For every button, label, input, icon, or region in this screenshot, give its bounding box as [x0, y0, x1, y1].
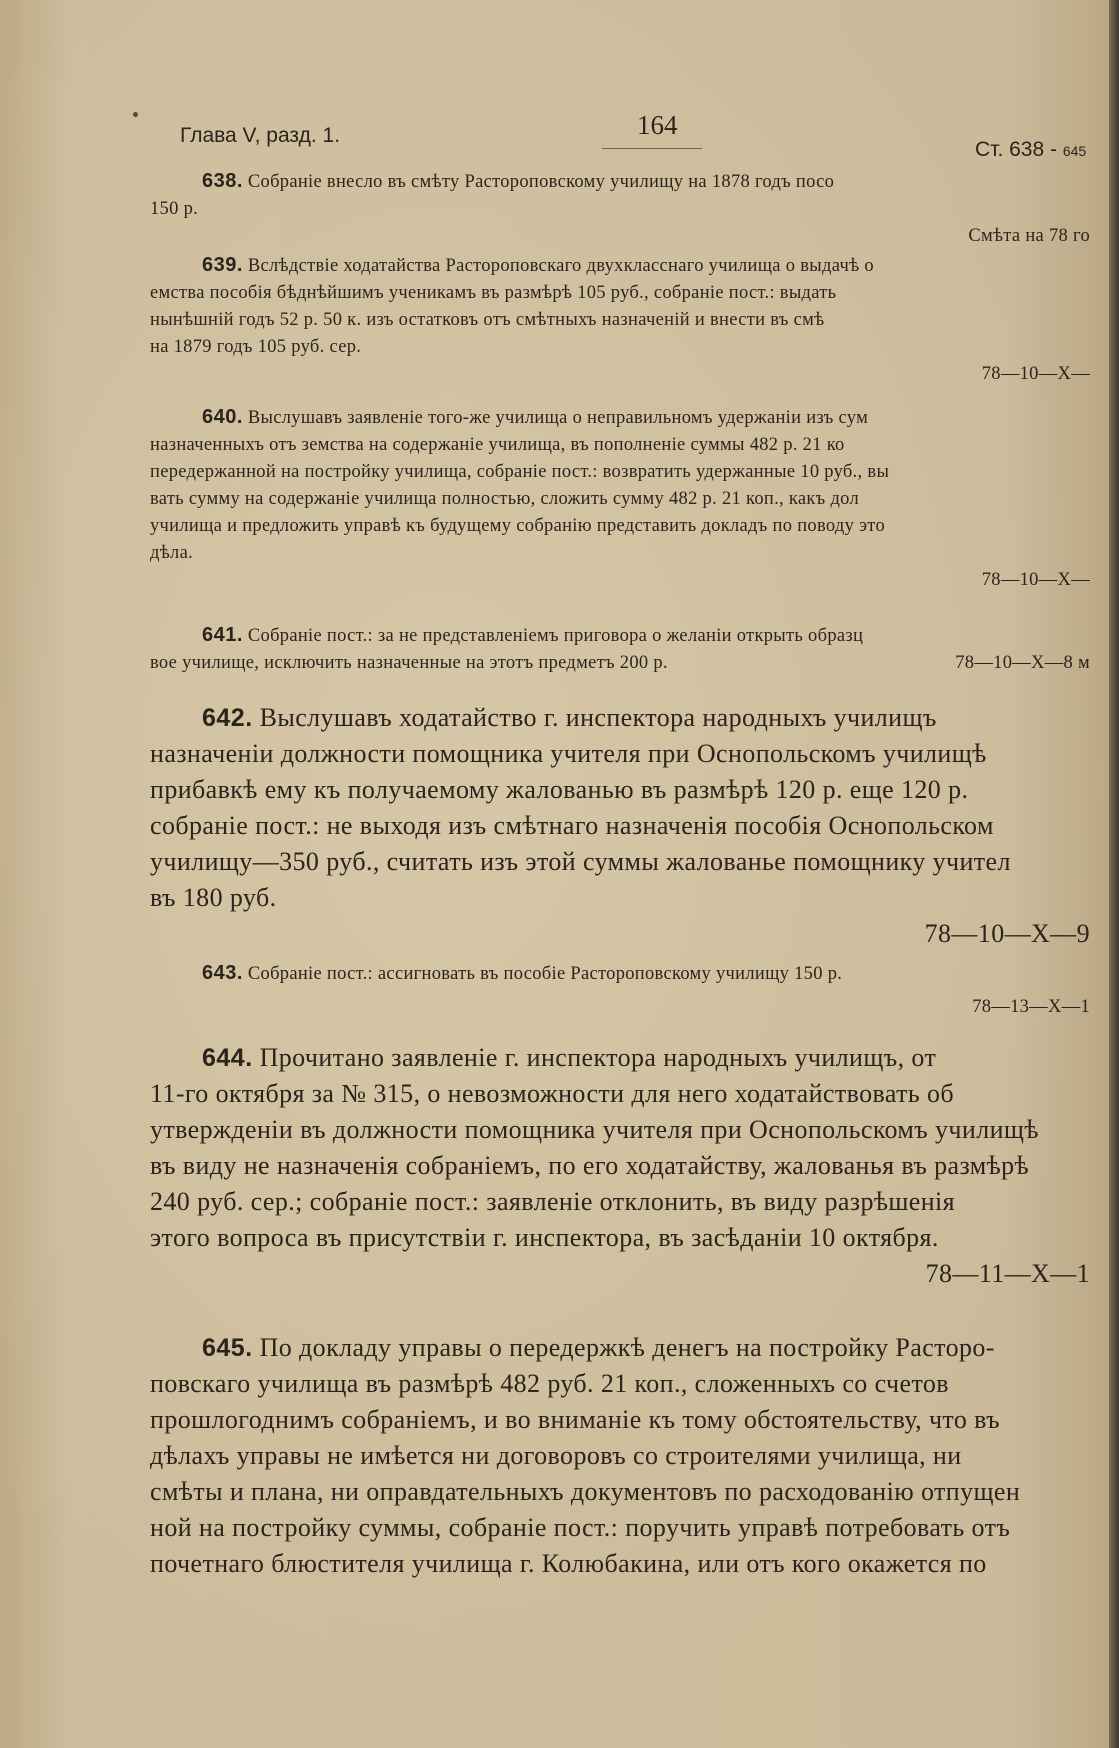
article-line: училищу—350 руб., считать изъ этой суммы жалованье помощнику учител [150, 847, 1011, 876]
article-line: смѣты и плана, ни оправдательныхъ документовъ по расходованію отпущен [150, 1477, 1021, 1506]
page-number: 164 [637, 110, 678, 140]
article-number: 642. [202, 704, 253, 732]
article-line: 150 р. [150, 199, 199, 219]
article-line: училища и предложить управѣ къ будущему собранію представить докладъ по поводу это [150, 516, 885, 536]
article-line: емства пособія бѣднѣйшимъ ученикамъ въ размѣрѣ 105 руб., собраніе пост.: выдать [150, 283, 837, 303]
article-line: этого вопроса въ присутствіи г. инспектора, въ засѣданіи 10 октября. [150, 1223, 939, 1252]
page-edge-shadow [1109, 0, 1119, 1748]
article-number: 641. [202, 624, 243, 646]
article-reference: 78—10—Х—9 [924, 919, 1090, 948]
article-text: Прочитано заявленіе г. инспектора народныхъ училищъ, от [259, 1043, 937, 1072]
article-text: Выслушавъ ходатайство г. инспектора народныхъ училищъ [259, 703, 937, 732]
article-line [150, 1040, 1090, 1076]
article-line: 240 руб. сер.; собраніе пост.: заявленіе отклонить, въ виду разрѣшенія [150, 1187, 956, 1216]
article-number: 644. [202, 1044, 253, 1072]
article-line: въ виду не назначенія собраніемъ, по его ходатайству, жалованья въ размѣрѣ [150, 1151, 1030, 1180]
article-text: Собраніе пост.: ассигновать въ пособіе Растороповскому училищу 150 р. [247, 964, 843, 984]
article-reference: 78—10—Х— [981, 364, 1090, 384]
article-line: въ 180 руб. [150, 883, 277, 912]
article-line [150, 1330, 1090, 1366]
article-643 [150, 960, 1090, 1021]
article-number: 638. [202, 170, 243, 192]
article-text: По докладу управы о передержкѣ денегъ на постройку Расторо- [259, 1333, 995, 1362]
article-line: собраніе пост.: не выходя изъ смѣтнаго назначенія пособія Оснопольском [150, 811, 994, 840]
article-line [150, 168, 1090, 196]
article-line [150, 960, 1090, 988]
article-line: ной на постройку суммы, собраніе пост.: поручить управѣ потребовать отъ [150, 1513, 1011, 1542]
article-line: передержанной на постройку училища, собраніе пост.: возвратить удержанные 10 руб., вы [150, 462, 890, 482]
article-reference: 78—11—Х—1 [925, 1259, 1090, 1288]
article-line [150, 622, 1090, 650]
article-line: назначеніи должности помощника учителя при Оснопольскомъ училищѣ [150, 739, 987, 768]
article-644 [150, 1040, 1090, 1292]
article-line: дѣла. [150, 543, 194, 563]
article-639 [150, 252, 1090, 388]
article-line [150, 404, 1090, 432]
article-645 [150, 1330, 1090, 1582]
article-range [975, 138, 1086, 162]
article-text: Вслѣдствіе ходатайства Растороповскаго двухкласснаго училища о выдачѣ о [247, 256, 874, 276]
ink-dot [133, 112, 138, 117]
article-reference: 78—13—Х—1 [972, 997, 1090, 1017]
article-line [150, 252, 1090, 280]
article-reference: 78—10—Х—8 м [955, 653, 1090, 673]
article-text: Собраніе пост.: за не представленіемъ приговора о желаніи открыть образц [247, 626, 864, 646]
article-line [150, 700, 1090, 736]
article-line: вать сумму на содержаніе училища полностью, сложить сумму 482 р. 21 коп., какъ дол [150, 489, 860, 509]
article-text: вое училище, исключить назначенные на этотъ предметъ 200 р. [150, 653, 668, 673]
article-number: 645. [202, 1334, 253, 1362]
article-reference: Смѣта на 78 го [968, 226, 1090, 246]
article-reference: 78—10—Х— [981, 570, 1090, 590]
article-642 [150, 700, 1090, 952]
article-text: Выслушавъ заявленіе того-же училища о неправильномъ удержаніи изъ сум [247, 408, 869, 428]
article-641 [150, 622, 1090, 677]
article-line: назначенныхъ отъ земства на содержаніе училища, въ пополненіе суммы 482 р. 21 ко [150, 435, 845, 455]
article-line: нынѣшній годъ 52 р. 50 к. изъ остатковъ отъ смѣтныхъ назначеній и внести въ смѣ [150, 310, 825, 330]
article-text: Собраніе внесло въ смѣту Растороповскому училищу на 1878 годъ посо [247, 172, 835, 192]
article-line: на 1879 годъ 105 руб. сер. [150, 337, 362, 357]
article-line [150, 650, 1090, 677]
page-number-rule [602, 148, 702, 149]
article-range-start: Ст. 638 - [975, 138, 1063, 161]
article-line: утвержденіи въ должности помощника учителя при Оснопольскомъ училищѣ [150, 1115, 1039, 1144]
article-line: 11-го октября за № 315, о невозможности для него ходатайствовать об [150, 1079, 955, 1108]
article-line: повскаго училища въ размѣрѣ 482 руб. 21 коп., сложенныхъ со счетов [150, 1369, 949, 1398]
article-number: 640. [202, 406, 243, 428]
article-640 [150, 404, 1090, 594]
article-line: прошлогоднимъ собраніемъ, и во вниманіе къ тому обстоятельству, что въ [150, 1405, 1001, 1434]
article-line: почетнаго блюстителя училища г. Колюбакина, или отъ кого окажется по [150, 1549, 987, 1578]
chapter-heading: Глава V, разд. 1. [180, 124, 341, 147]
article-number: 643. [202, 962, 243, 984]
article-line: дѣлахъ управы не имѣется ни договоровъ со строителями училища, ни [150, 1441, 962, 1470]
article-number: 639. [202, 254, 243, 276]
article-line: прибавкѣ ему къ получаемому жалованью въ размѣрѣ 120 р. еще 120 р. [150, 775, 969, 804]
article-638 [150, 168, 1090, 250]
article-range-end: 645 [1062, 143, 1087, 159]
